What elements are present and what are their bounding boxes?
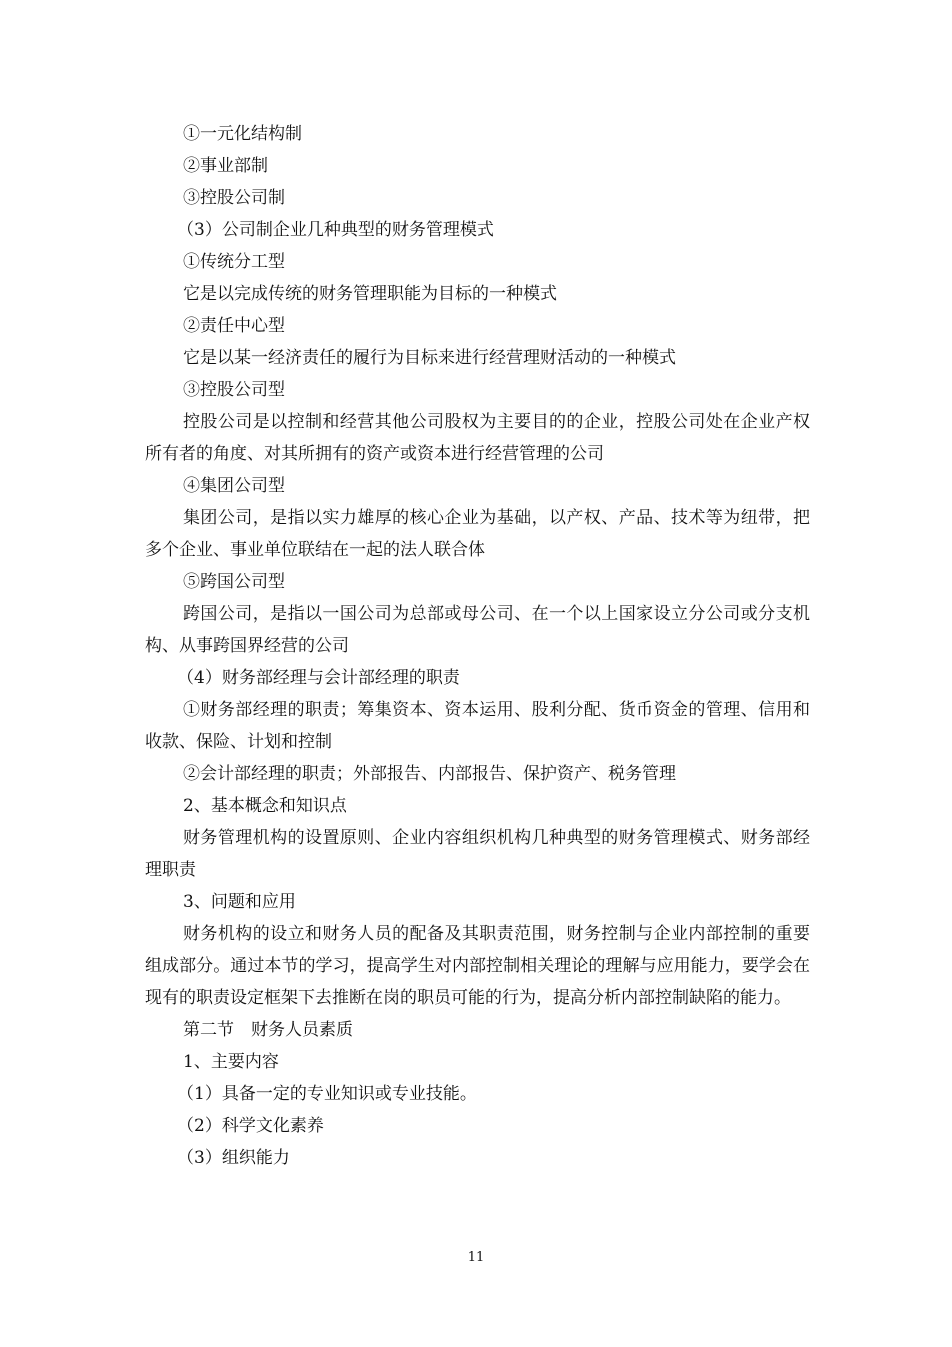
list-item-division-structure: ②事业部制 xyxy=(183,156,268,176)
section-heading-finance-models: （3）公司制企业几种典型的财务管理模式 xyxy=(177,220,494,240)
paragraph-responsibility-desc: 它是以某一经济责任的履行为目标来进行经营理财活动的一种模式 xyxy=(183,348,676,368)
page-number: 11 xyxy=(467,1250,485,1265)
list-item-cultural-literacy: （2）科学文化素养 xyxy=(177,1116,324,1136)
section-heading-chapter-two: 第二节 财务人员素质 xyxy=(183,1020,353,1040)
paragraph-traditional-desc: 它是以完成传统的财务管理职能为目标的一种模式 xyxy=(183,284,557,304)
list-item-group-company-type: ④集团公司型 xyxy=(183,476,285,496)
paragraph-finance-manager-duties: ①财务部经理的职责；筹集资本、资本运用、股利分配、货币资金的管理、信用和收款、保险、计划和控制 xyxy=(145,700,810,752)
list-item-responsibility-center-type: ②责任中心型 xyxy=(183,316,285,336)
list-item-professional-knowledge: （1）具备一定的专业知识或专业技能。 xyxy=(177,1084,477,1104)
paragraph-group-company-desc: 集团公司，是指以实力雄厚的核心企业为基础，以产权、产品、技术等为纽带，把多个企业、事业单位联结在一起的法人联合体 xyxy=(145,508,810,560)
paragraph-questions: 财务机构的设立和财务人员的配备及其职责范围，财务控制与企业内部控制的重要组成部分。通过本节的学习，提高学生对内部控制相关理论的理解与应用能力，要学会在现有的职责设定框架下去推断在岗的职员可能的行为，提高分析内部控制缺陷的能力。 xyxy=(145,924,810,1008)
list-item-traditional-type: ①传统分工型 xyxy=(183,252,285,272)
paragraph-multinational-desc: 跨国公司，是指以一国公司为总部或母公司、在一个以上国家设立分公司或分支机构、从事跨国界经营的公司 xyxy=(145,604,810,656)
list-item-unified-structure: ①一元化结构制 xyxy=(183,124,302,144)
section-heading-manager-duties: （4）财务部经理与会计部经理的职责 xyxy=(177,668,460,688)
page-content xyxy=(145,118,810,1174)
list-item-holding-company-type: ③控股公司型 xyxy=(183,380,285,400)
section-heading-concepts: 2、基本概念和知识点 xyxy=(183,796,347,816)
paragraph-holding-company-desc: 控股公司是以控制和经营其他公司股权为主要目的的企业，控股公司处在企业产权所有者的角度、对其所拥有的资产或资本进行经营管理的公司 xyxy=(145,412,810,464)
list-item-holding-company-structure: ③控股公司制 xyxy=(183,188,285,208)
list-item-organizational-ability: （3）组织能力 xyxy=(177,1148,290,1168)
paragraph-accounting-manager-duties: ②会计部经理的职责；外部报告、内部报告、保护资产、税务管理 xyxy=(183,764,676,784)
paragraph-concepts: 财务管理机构的设置原则、企业内容组织机构几种典型的财务管理模式、财务部经理职责 xyxy=(145,828,810,880)
section-heading-main-content: 1、主要内容 xyxy=(183,1052,279,1072)
section-heading-questions: 3、问题和应用 xyxy=(183,892,296,912)
list-item-multinational-type: ⑤跨国公司型 xyxy=(183,572,285,592)
